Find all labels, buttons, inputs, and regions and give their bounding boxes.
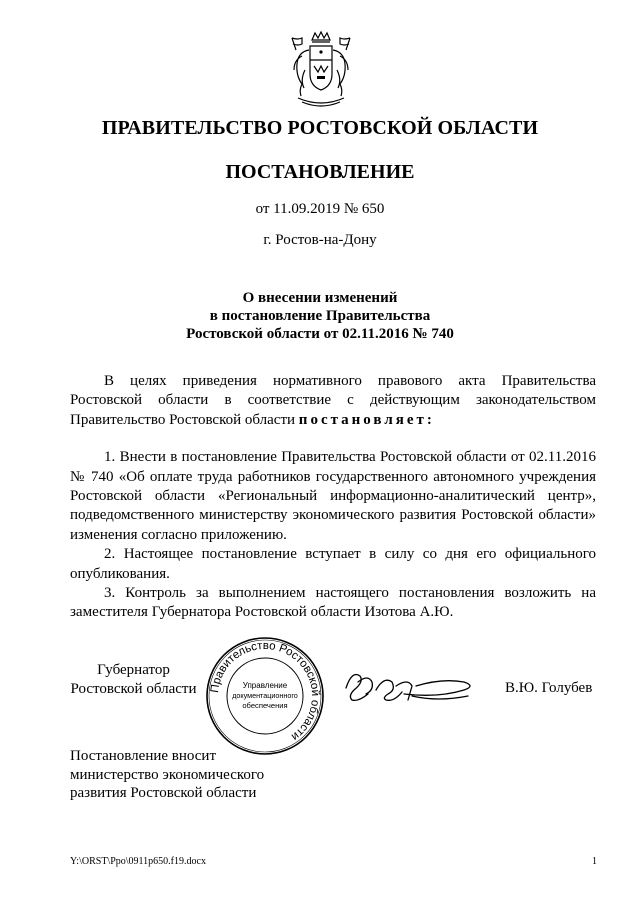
document-subject: [0, 289, 640, 343]
introduced-by-note: [70, 747, 264, 803]
subject-line: в постановление Правительства: [209, 308, 431, 324]
document-body: [70, 372, 596, 623]
date-and-number: от 11.09.2019 № 650: [255, 201, 385, 217]
seal-inner-line: обеспечения: [242, 701, 288, 710]
page-number: 1: [592, 856, 597, 867]
signatory-title-line: Губернатор: [97, 662, 170, 678]
decree-word: постановляет:: [298, 411, 435, 428]
coat-of-arms-icon: [288, 30, 354, 110]
subject-line: Ростовской области от 02.11.2016 № 740: [186, 326, 454, 342]
signatory-title: [70, 661, 197, 699]
signatory-title-line: Ростовской области: [70, 681, 197, 697]
introduced-by-line: Постановление вносит: [70, 748, 217, 764]
seal-inner-line: Управление: [242, 681, 288, 690]
introduced-by-line: министерство экономического: [70, 766, 265, 783]
document-type: ПОСТАНОВЛЕНИЕ: [225, 161, 415, 183]
seal-ring-text: Правительство Ростовской области: [209, 639, 322, 743]
signatory-name: В.Ю. Голубев: [505, 680, 593, 696]
introduced-by-line: развития Ростовской области: [70, 785, 257, 801]
item-1: 1. Внести в постановление Правительства Ростовской области от 02.11.2016 № 740 «Об оплате труда работников государственного автономного учреждения Ростовской области «Региональный информационно-аналитический центр», подведомственного министерству экономического развития Ростовской области» изменения согласно приложению.: [70, 449, 596, 543]
round-seal-icon: [204, 635, 326, 757]
item-2: 2. Настоящее постановление вступает в силу со дня его официального опубликования.: [70, 546, 596, 582]
item-3: 3. Контроль за выполнением настоящего постановления возложить на заместителя Губернатора Ростовской области Изотова А.Ю.: [70, 585, 596, 621]
preamble-text: В целях приведения нормативного правового акта Правительства Ростовской области в соответствие с действующим законодательством Правительство Ростовской области: [70, 373, 596, 428]
subject-line: О внесении изменений: [242, 290, 398, 306]
seal-inner-line: документационного: [232, 691, 298, 700]
organization-title: ПРАВИТЕЛЬСТВО РОСТОВСКОЙ ОБЛАСТИ: [101, 117, 539, 139]
city: г. Ростов-на-Дону: [263, 232, 377, 248]
handwritten-signature-icon: [338, 660, 498, 710]
preamble-paragraph: [70, 372, 596, 430]
file-path: Y:\ORST\Ppo\0911p650.f19.docx: [70, 856, 206, 867]
